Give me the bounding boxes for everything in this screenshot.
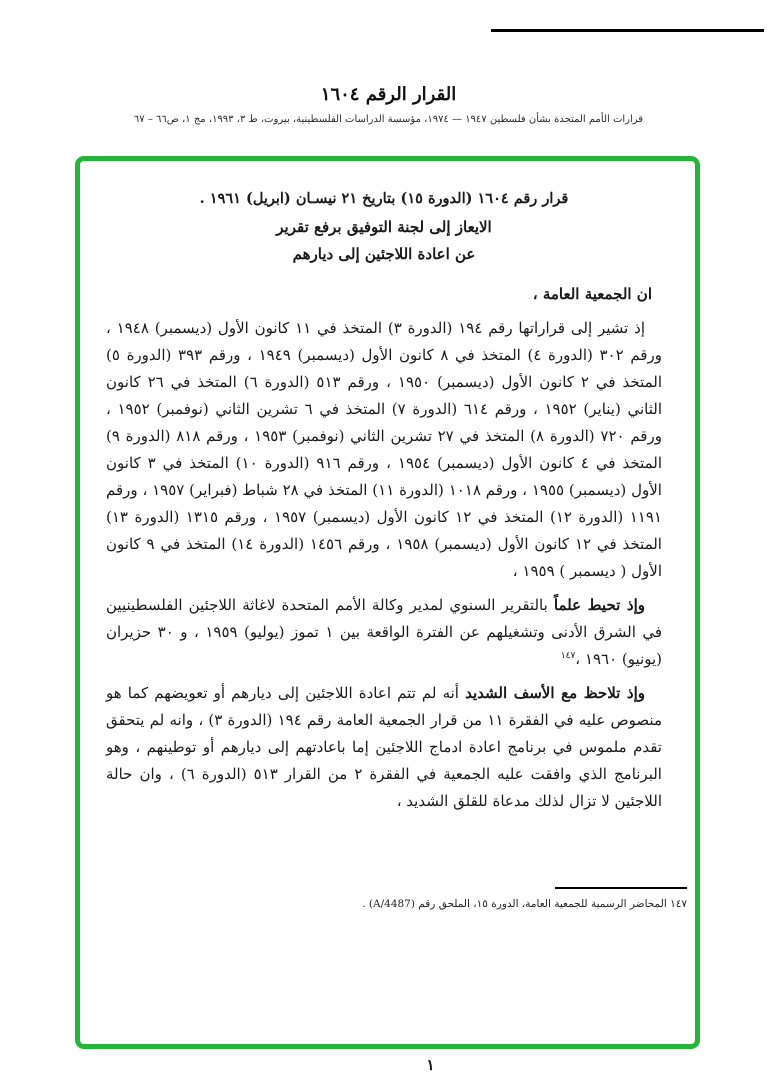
clause-lead: إذ تشير bbox=[597, 319, 645, 337]
page-title: القرار الرقم ١٦٠٤ bbox=[320, 84, 457, 105]
page-number: ١ bbox=[426, 1056, 435, 1074]
resolution-subtitle-line2: عن اعادة اللاجئين إلى ديارهم bbox=[292, 245, 476, 263]
document-header bbox=[0, 84, 777, 125]
resolution-heading: قرار رقم ١٦٠٤ (الدورة ١٥) بتاريخ ٢١ نيسـان (ابريل) ١٩٦١ . bbox=[199, 190, 569, 207]
source-citation: قرارات الأمم المتحدة بشأن فلسطين ١٩٤٧ — ١٩٧٤، مؤسسة الدراسات الفلسطينية، بيروت، ط ٣، ١٩٩٣، مج ١، ص٦٦ – ٦٧ bbox=[133, 114, 644, 125]
resolution-opening: ان الجمعية العامة ، bbox=[532, 285, 652, 303]
top-scan-rule bbox=[491, 29, 764, 32]
footnote-block bbox=[106, 887, 687, 912]
clause-noting-report bbox=[106, 592, 662, 673]
clause-text: بالتقرير السنوي لمدير وكالة الأمم المتحدة لاغاثة اللاجئين الفلسطينيين في الشرق الأدنى وتشغيلهم عن الفترة الواقعة بين ١ تموز (يوليو) ١٩٥٩ ، و ٣٠ حزيران (يونيو) ١٩٦٠ ، bbox=[106, 596, 663, 668]
clause-text: أنه لم تتم اعادة اللاجئين إلى ديارهم أو تعويضهم كما هو منصوص عليه في الفقرة ١١ من قرار الجمعية العامة رقم ١٩٤ (الدورة ٣) ، وانه لم يتحقق تقدم ملموس في برنامج اعادة ادماج اللاجئين إما باعادتهم إلى ديارهم أو توطينهم ، وهو البرنامج الذي وافقت عليه الجمعية في الفقرة ٢ من القرار ٥١٣ (الدورة ٦) ، وان حالة اللاجئين لا تزال لذلك مدعاة للقلق الشديد ، bbox=[106, 684, 662, 810]
clause-noting-regret bbox=[106, 680, 662, 815]
clause-lead: وإذ تلاحظ مع الأسف الشديد bbox=[465, 684, 645, 702]
footnote-text: ١٤٧ المحاضر الرسمية للجمعية العامة، الدورة ١٥، الملحق رقم (A/4487) . bbox=[362, 898, 687, 910]
footnote-separator bbox=[555, 887, 687, 889]
resolution-subtitle-line1: الايعاز إلى لجنة التوفيق برفع تقرير bbox=[276, 218, 492, 236]
resolution-body bbox=[106, 185, 662, 815]
footnote-ref-147: ١٤٧ bbox=[560, 651, 576, 661]
clause-recalling-resolutions bbox=[106, 315, 662, 585]
green-highlight-frame bbox=[75, 156, 700, 1049]
clause-text: إلى قراراتها رقم ١٩٤ (الدورة ٣) المتخذ في ١١ كانون الأول (ديسمبر) ١٩٤٨ ، ورقم ٣٠٢ (الدورة ٤) المتخذ في ٨ كانون الأول (ديسمبر) ١٩٤٩ ، ورقم ٣٩٣ (الدورة ٥) المتخذ في ٢ كانون الأول (ديسمبر) ١٩٥٠ ، ورقم ٥١٣ (الدورة ٦) المتخذ في ٢٦ كانون الثاني (يناير) ١٩٥٢ ، ورقم ٦١٤ (الدورة ٧) المتخذ في ٦ تشرين الثاني (نوفمبر) ١٩٥٢ ، ورقم ٧٢٠ (الدورة ٨) المتخذ في ٢٧ تشرين الثاني (نوفمبر) ١٩٥٣ ، ورقم ٨١٨ (الدورة ٩) المتخذ في ٤ كانون الأول (ديسمبر) ١٩٥٤ ، ورقم ٩١٦ (الدورة ١٠) المتخذ في ٣ كانون الأول (ديسمبر) ١٩٥٥ ، ورقم ١٠١٨ (الدورة ١١) المتخذ في ٢٨ شباط (فبراير) ١٩٥٧ ، ورقم ١١٩١ (الدورة ١٢) المتخذ في ١٢ كانون الأول (ديسمبر) ١٩٥٧ ، ورقم ١٣١٥ (الدورة ١٣) المتخذ في ١٢ كانون الأول (ديسمبر) ١٩٥٨ ، ورقم ١٤٥٦ (الدورة ١٤) المتخذ في ٩ كانون الأول ( ديسمبر ) ١٩٥٩ ، bbox=[106, 319, 663, 580]
clause-lead: وإذ تحيط علماً bbox=[553, 596, 645, 614]
